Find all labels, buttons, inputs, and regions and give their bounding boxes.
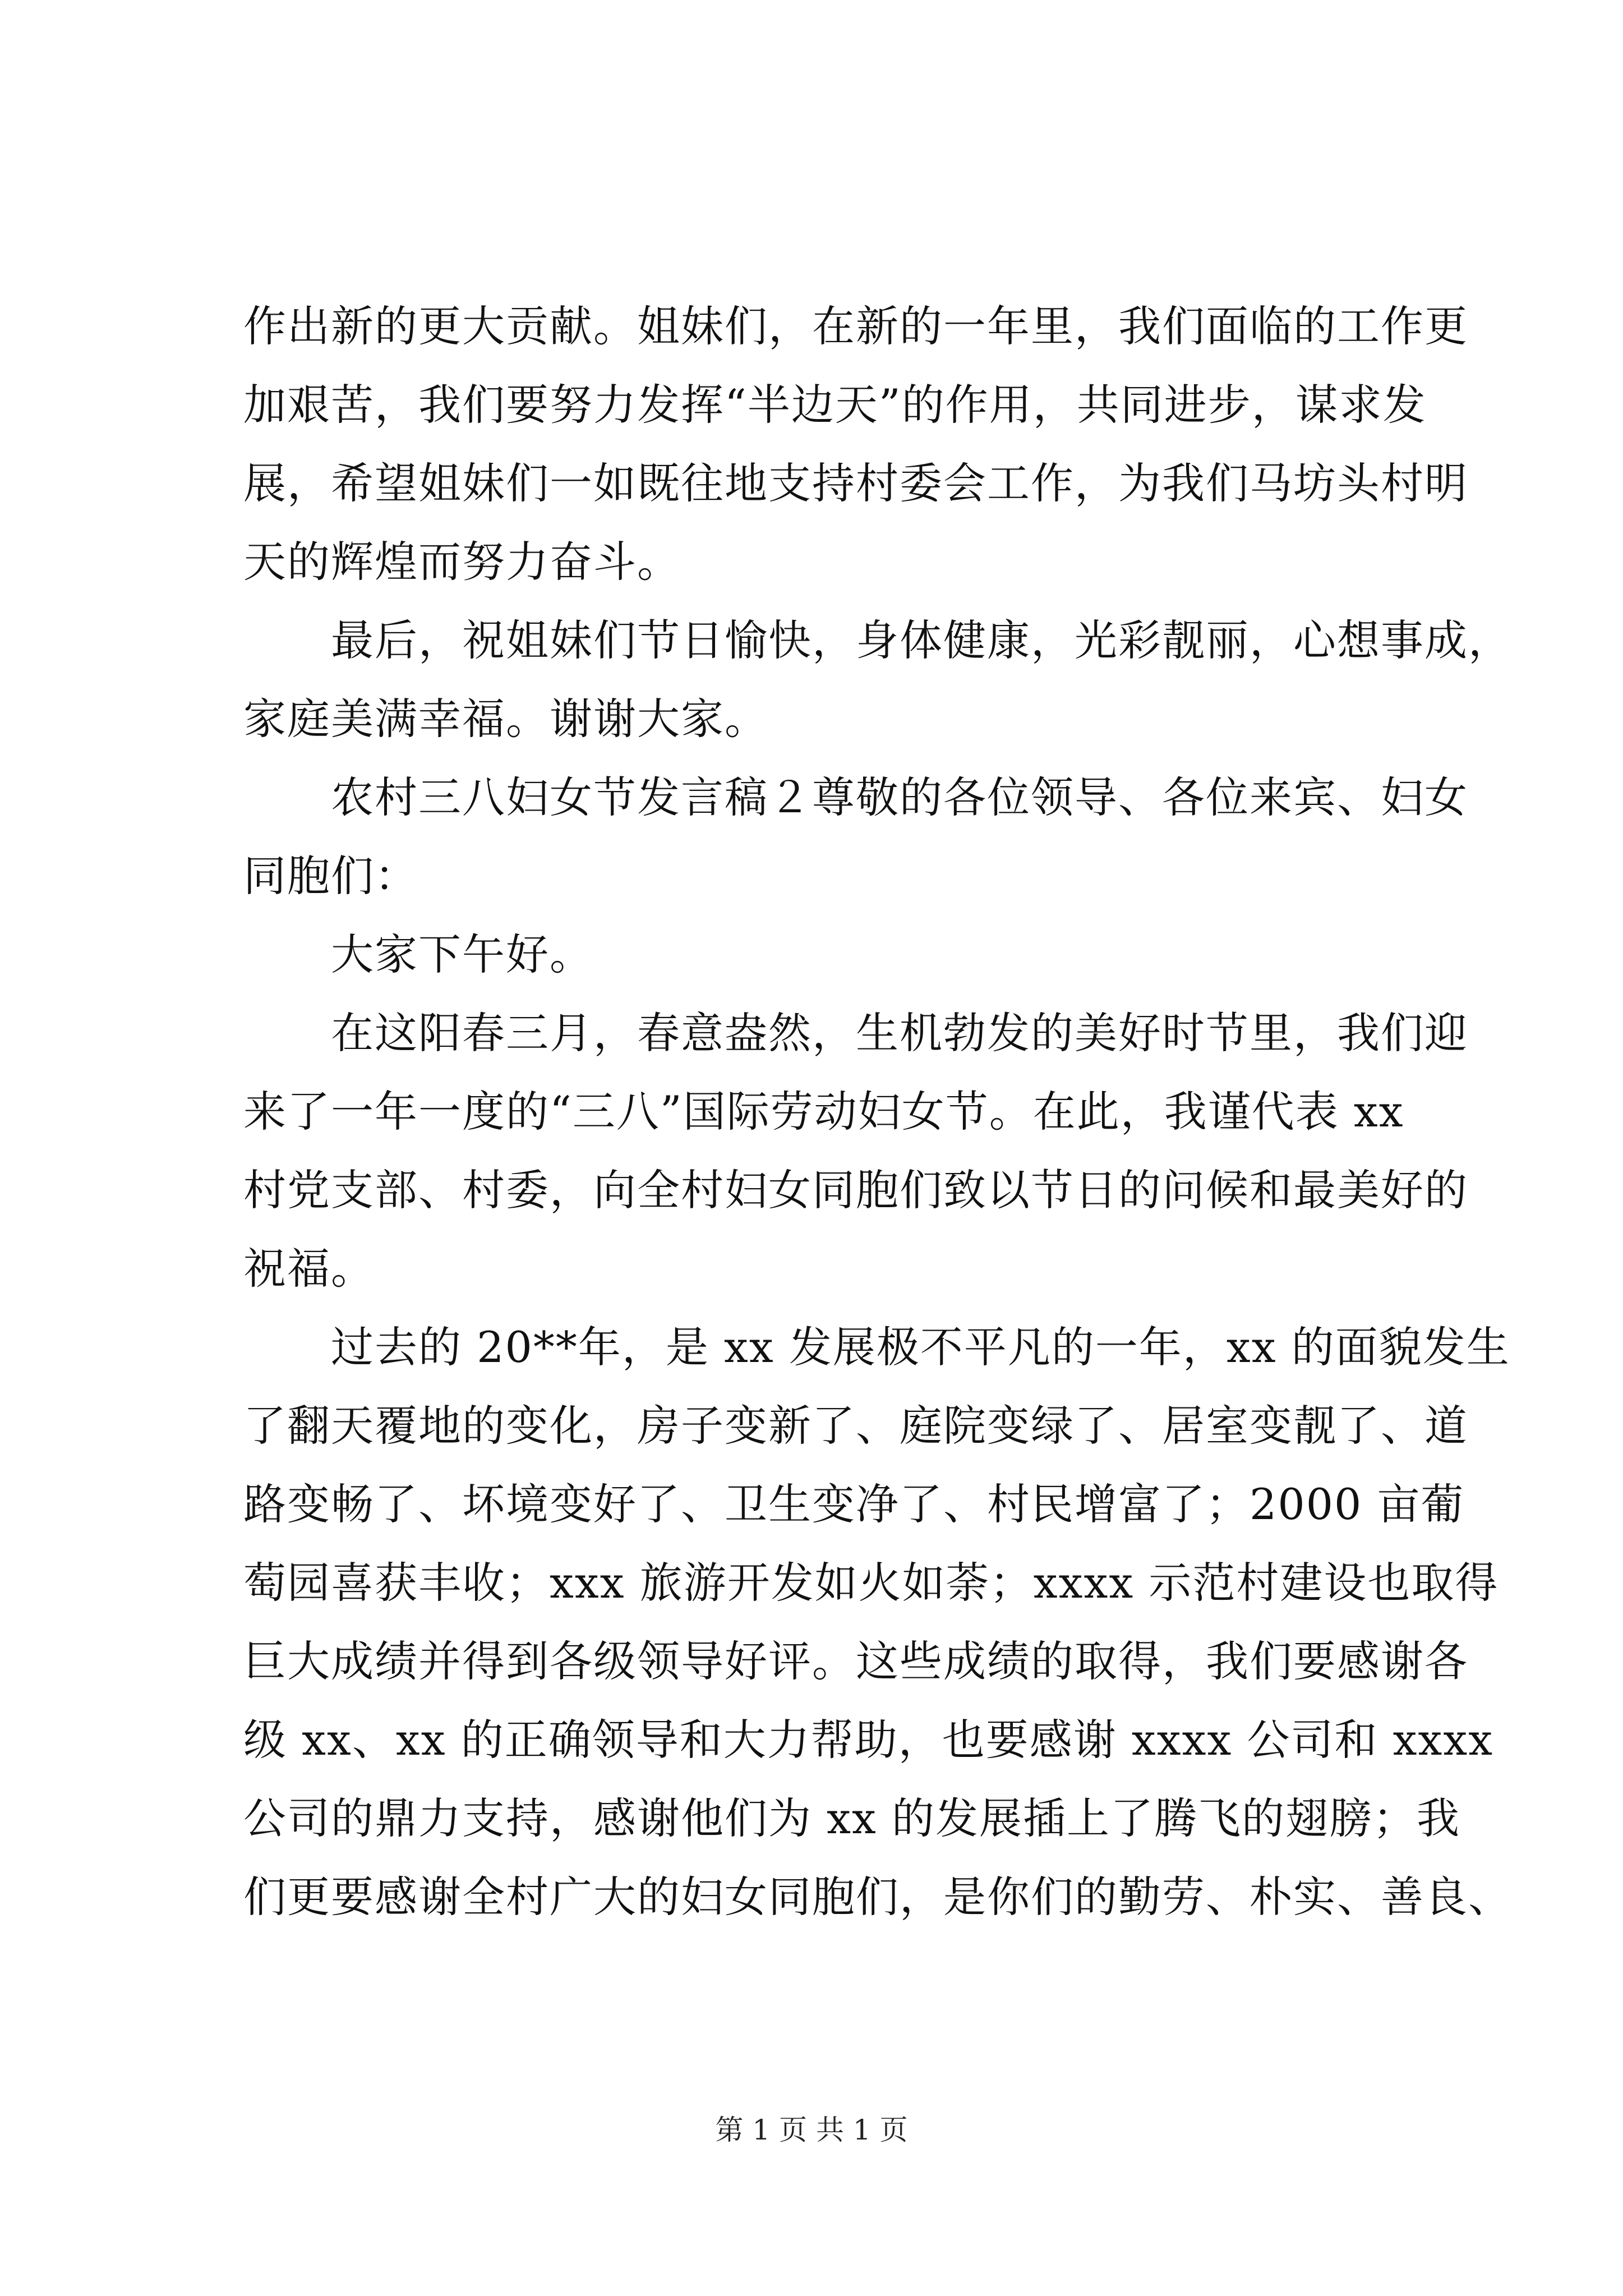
text-line: 农村三八妇女节发言稿２尊敬的各位领导、各位来宾、妇女 — [243, 772, 1468, 822]
text-line: 了翻天覆地的变化，房子变新了、庭院变绿了、居室变靓了、道 — [243, 1401, 1468, 1451]
page-footer — [0, 2110, 1623, 2150]
text-line: 大家下午好。 — [243, 930, 593, 979]
text-line: 最后，祝姐妹们节日愉快，身体健康，光彩靓丽，心想事成， — [243, 615, 1512, 665]
text-line: 展，希望姐妹们一如既往地支持村委会工作，为我们马坊头村明 — [243, 458, 1468, 508]
text-line: 作出新的更大贡献。姐妹们，在新的一年里，我们面临的工作更 — [243, 301, 1468, 351]
text-line: 巨大成绩并得到各级领导好评。这些成绩的取得，我们要感谢各 — [243, 1636, 1468, 1686]
text-line: 级 xx、xx 的正确领导和大力帮助，也要感谢 xxxx 公司和 xxxx — [243, 1715, 1494, 1765]
page-number: 第 1 页 共 1 页 — [715, 2114, 908, 2146]
text-line: 天的辉煌而努力奋斗。 — [243, 537, 681, 587]
text-line: 公司的鼎力支持，感谢他们为 xx 的发展插上了腾飞的翅膀；我 — [243, 1793, 1461, 1843]
text-line: 来了一年一度的“三八”国际劳动妇女节。在此，我谨代表 xx — [243, 1087, 1404, 1137]
text-line: 加艰苦，我们要努力发挥“半边天”的作用，共同进步，谋求发 — [243, 380, 1427, 430]
text-line: 村党支部、村委，向全村妇女同胞们致以节日的问候和最美好的 — [243, 1165, 1468, 1215]
text-line: 萄园喜获丰收；xxx 旅游开发如火如荼；xxxx 示范村建设也取得 — [243, 1558, 1499, 1608]
text-line: 祝福。 — [243, 1244, 375, 1294]
text-line: 同胞们： — [243, 851, 418, 901]
text-line: 们更要感谢全村广大的妇女同胞们，是你们的勤劳、朴实、善良、 — [243, 1872, 1512, 1922]
text-line: 在这阳春三月，春意盎然，生机勃发的美好时节里，我们迎 — [243, 1008, 1468, 1058]
text-line: 过去的 20**年，是 xx 发展极不平凡的一年，xx 的面貌发生 — [243, 1322, 1510, 1372]
text-line: 路变畅了、坏境变好了、卫生变净了、村民增富了；2000 亩葡 — [243, 1479, 1465, 1529]
document-body — [243, 287, 1512, 1936]
text-line: 家庭美满幸福。谢谢大家。 — [243, 694, 768, 744]
